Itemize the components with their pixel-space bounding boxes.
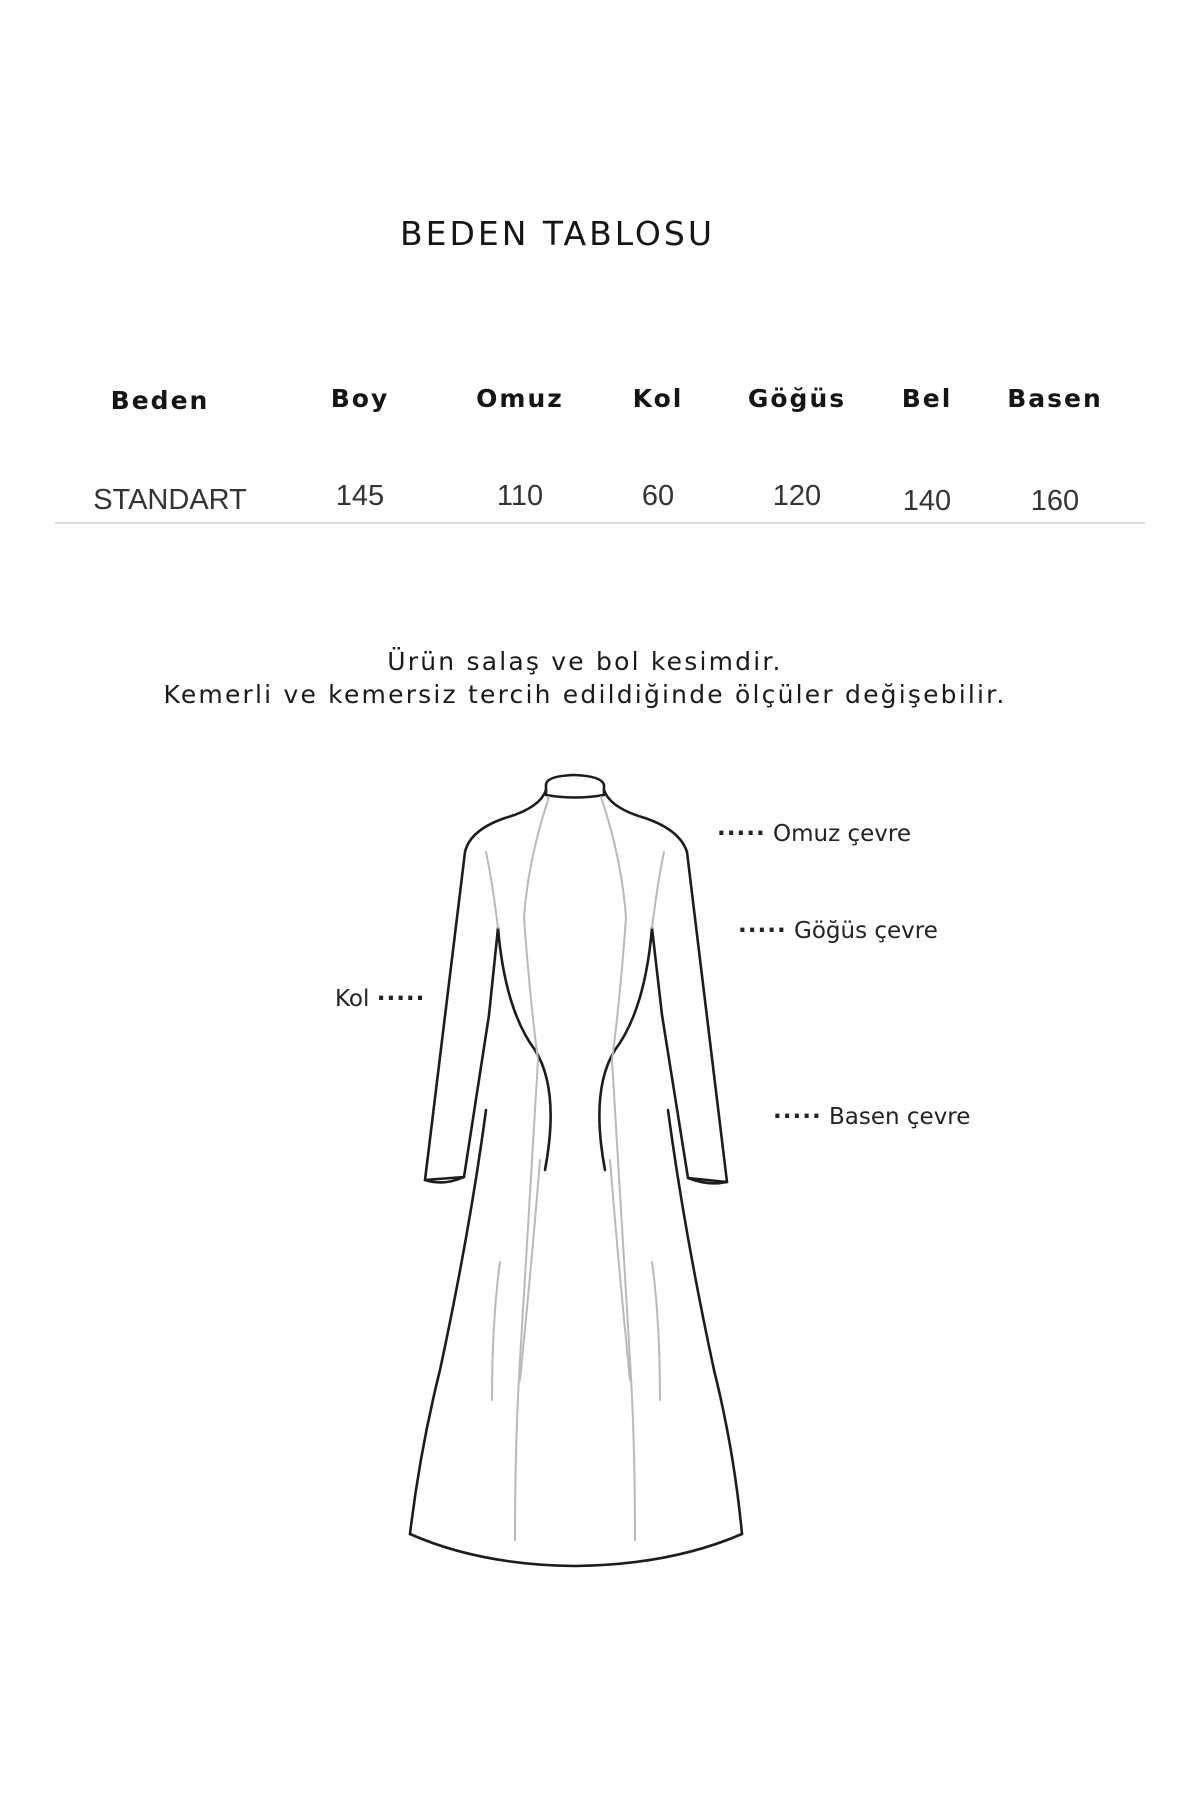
cell-beden: STANDART — [93, 484, 247, 516]
dots-kol: ····· — [376, 986, 426, 1012]
note-line-2: Kemerli ve kemersiz tercih edildiğinde ölçüler değişebilir. — [163, 680, 1007, 709]
callout-gogus — [738, 918, 938, 944]
header-beden: Beden — [110, 386, 210, 415]
dots-gogus: ····· — [738, 918, 787, 944]
label-basen: Basen çevre — [829, 1104, 971, 1130]
label-omuz: Omuz çevre — [773, 821, 911, 847]
cell-basen: 160 — [1030, 485, 1080, 517]
callout-omuz — [717, 821, 911, 847]
cell-gogus: 120 — [772, 480, 822, 512]
header-bel: Bel — [901, 384, 953, 413]
dots-omuz: ····· — [717, 821, 766, 847]
header-gogus: Göğüs — [747, 384, 847, 413]
header-omuz: Omuz — [476, 384, 564, 413]
header-kol: Kol — [632, 384, 684, 413]
cell-boy: 145 — [335, 480, 385, 512]
label-gogus: Göğüs çevre — [794, 918, 938, 944]
note-line-1: Ürün salaş ve bol kesimdir. — [387, 647, 783, 676]
label-kol: Kol — [335, 986, 370, 1012]
header-boy: Boy — [330, 384, 390, 413]
dots-basen: ····· — [773, 1104, 822, 1130]
callout-basen — [773, 1104, 970, 1130]
cell-kol: 60 — [641, 480, 675, 512]
cell-bel: 140 — [902, 485, 952, 517]
header-basen: Basen — [1007, 384, 1103, 413]
cell-omuz: 110 — [496, 480, 544, 512]
callout-kol — [335, 986, 425, 1012]
page-title: BEDEN TABLOSU — [399, 214, 716, 253]
